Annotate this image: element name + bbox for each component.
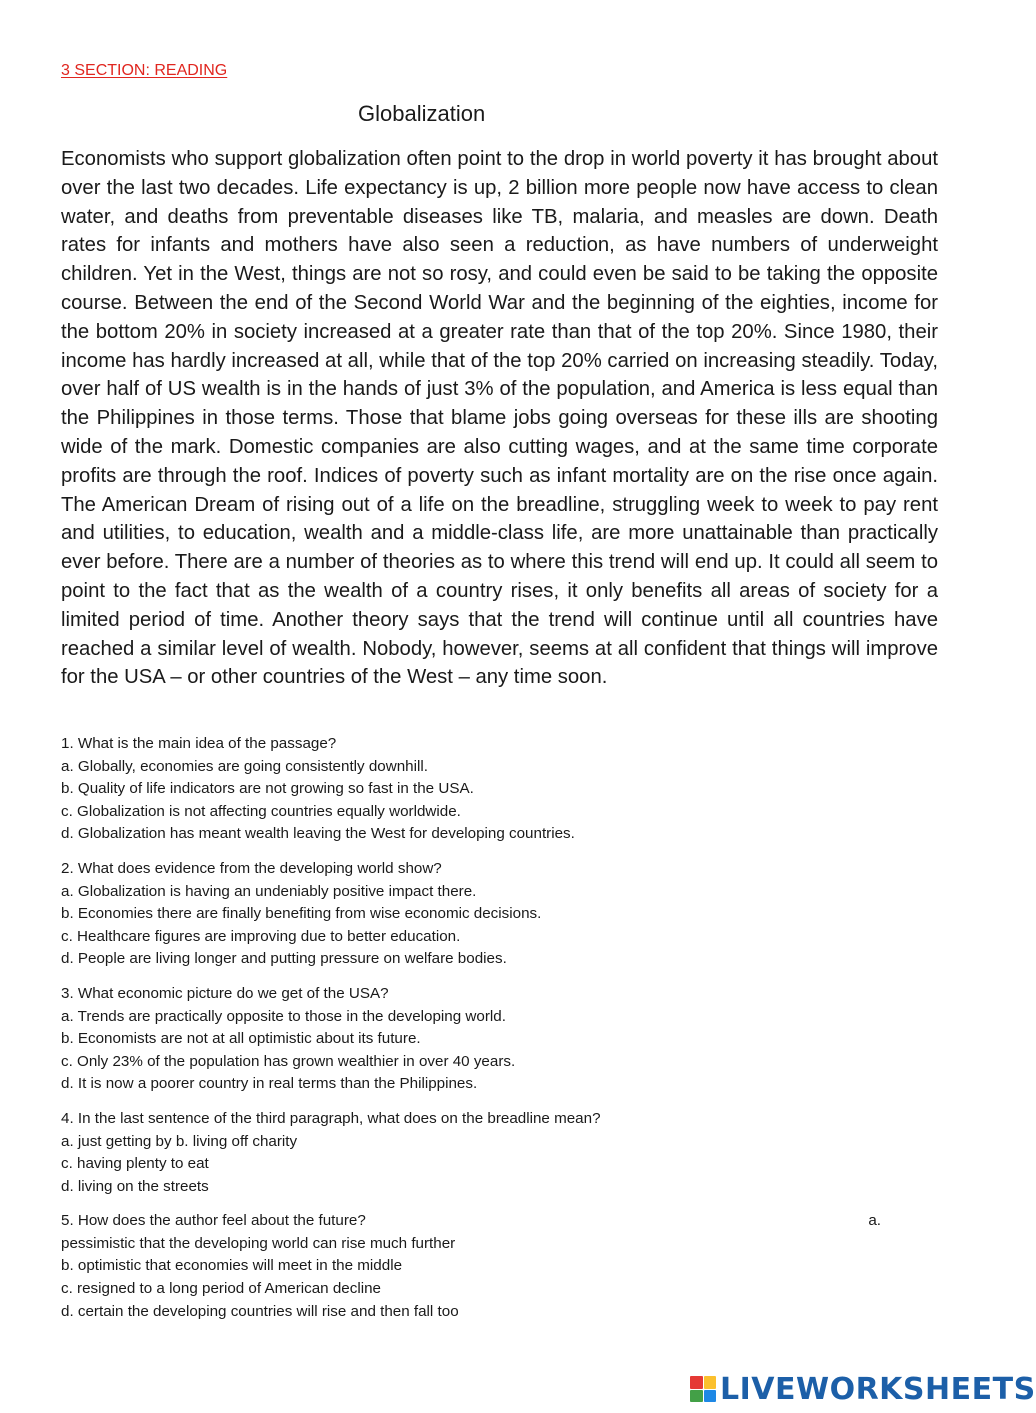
question-line	[61, 1210, 941, 1233]
answer-option: c. Healthcare figures are improving due to better education.	[61, 927, 461, 945]
section-heading: 3 SECTION: READING	[61, 62, 228, 79]
answer-option: b. Quality of life indicators are not growing so fast in the USA.	[61, 780, 474, 798]
answer-option: d. It is now a poorer country in real terms than the Philippines.	[61, 1075, 478, 1093]
answer-option: b. Economies there are finally benefiting from wise economic decisions.	[61, 905, 542, 923]
logo-text: LIVEWORKSHEETS	[720, 1371, 1036, 1407]
answer-option: d. People are living longer and putting pressure on welfare bodies.	[61, 950, 507, 968]
question-block	[61, 858, 941, 971]
page-title: Globalization	[358, 101, 486, 126]
question-text: 3. What economic picture do we get of the USA?	[61, 984, 389, 1002]
answer-option: c. Only 23% of the population has grown wealthier in over 40 years.	[61, 1052, 516, 1070]
answer-option: a. just getting by b. living off charity	[61, 1132, 298, 1150]
liveworksheets-logo-icon	[690, 1376, 716, 1402]
answer-option: a. Globalization is having an undeniably positive impact there.	[61, 882, 477, 900]
answer-option: c. Globalization is not affecting countries equally worldwide.	[61, 802, 461, 820]
option-marker: a.	[868, 1212, 881, 1230]
answer-option: d. certain the developing countries will rise and then fall too	[61, 1302, 459, 1320]
answer-option: b. optimistic that economies will meet in the middle	[61, 1257, 403, 1275]
answer-option: c. resigned to a long period of American decline	[61, 1280, 381, 1298]
answer-option: pessimistic that the developing world can rise much further	[61, 1234, 456, 1252]
question-block	[61, 983, 941, 1096]
question-text: 5. How does the author feel about the future?	[61, 1212, 366, 1230]
answer-option: a. Trends are practically opposite to those in the developing world.	[61, 1007, 506, 1025]
questions-list	[61, 733, 941, 1335]
question-block	[61, 1210, 941, 1323]
question-text: 1. What is the main idea of the passage?	[61, 735, 337, 752]
question-block	[61, 733, 941, 846]
answer-option: d. Globalization has meant wealth leaving the West for developing countries.	[61, 825, 575, 843]
question-text: 4. In the last sentence of the third paragraph, what does on the breadline mean?	[61, 1109, 601, 1127]
reading-passage: Economists who support globalization often point to the drop in world poverty it has brought about over the last two decades. Life expectancy is up, 2 billion more people now have access to clean water, and deaths from preventable diseases like TB, malaria, and measles are down. Death rates for infants and mothers have also seen a reduction, as have numbers of underweight children. Yet in the West, things are not so rosy, and could even be said to be taking the opposite course. Between the end of the Second World War and the beginning of the eighties, income for the bottom 20% in society increased at a greater rate than that of the top 20%. Since 1980, their income has hardly increased at all, while that of the top 20% carried on increasing steadily. Today, over half of US wealth is in the hands of just 3% of the population, and America is less equal than the Philippines in those terms. Those that blame jobs going overseas for these ills are shooting wide of the mark. Domestic companies are also cutting wages, and at the same time corporate profits are through the roof. Indices of poverty such as infant mortality are on the rise once again. The American Dream of rising out of a life on the breadline, struggling week to week to pay rent and utilities, to education, wealth and a middle-class life, are more unattainable than practically ever before. There are a number of theories as to where this trend will end up. It could all seem to point to the fact that as the wealth of a country rises, it only benefits all areas of society for a limited period of time. Another theory says that the trend will continue until all countries have reached a similar level of wealth. Nobody, however, seems at all confident that things will improve for the USA – or other countries of the West – any time soon.	[61, 148, 938, 689]
answer-option: a. Globally, economies are going consistently downhill.	[61, 757, 428, 775]
answer-option: b. Economists are not at all optimistic about its future.	[61, 1030, 421, 1048]
answer-option: c. having plenty to eat	[61, 1155, 209, 1173]
question-block	[61, 1108, 941, 1198]
question-text: 2. What does evidence from the developing world show?	[61, 859, 442, 877]
liveworksheets-logo[interactable]	[690, 1372, 1036, 1406]
answer-option: d. living on the streets	[61, 1177, 209, 1195]
